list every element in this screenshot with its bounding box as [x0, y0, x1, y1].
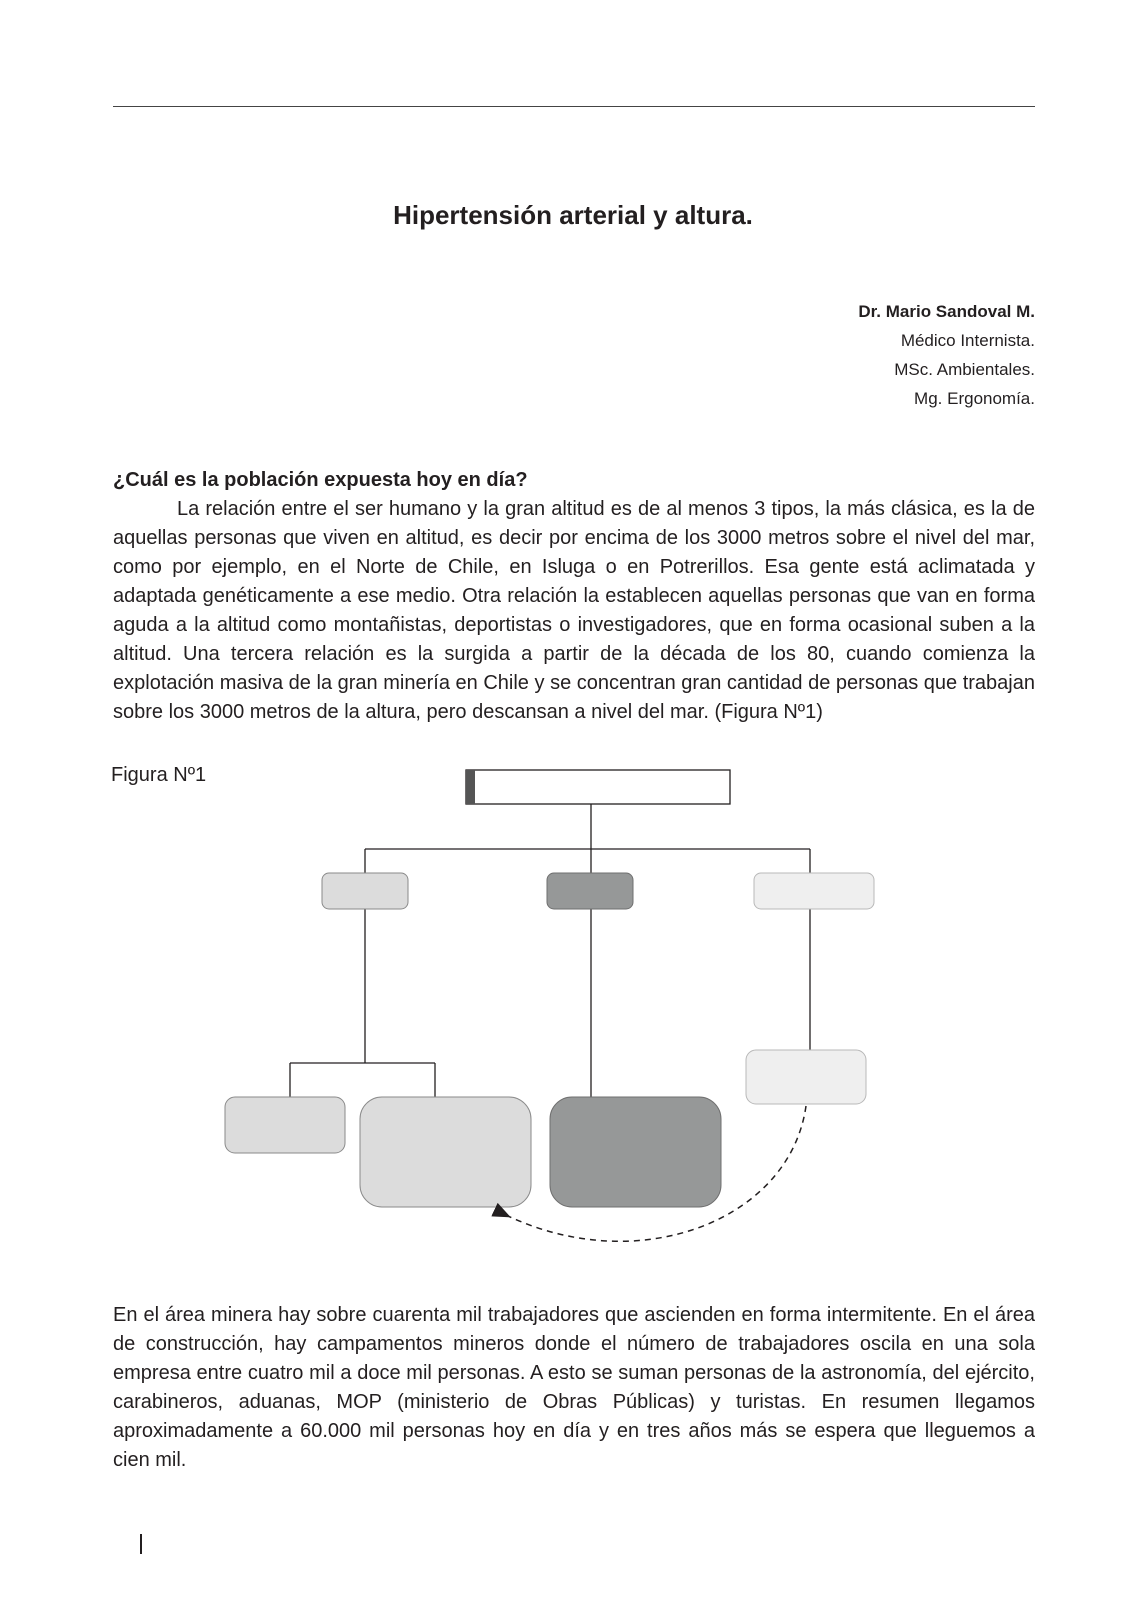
author-credential: Mg. Ergonomía. — [914, 389, 1035, 408]
author-credential: MSc. Ambientales. — [894, 360, 1035, 379]
page-title: Hipertensión arterial y altura. — [393, 200, 753, 230]
diagram-root-node — [466, 770, 730, 804]
section-heading: ¿Cuál es la población expuesta hoy en día? — [113, 469, 528, 491]
author-name: Dr. Mario Sandoval M. — [858, 302, 1035, 321]
node-left — [322, 873, 408, 909]
node-left-b — [360, 1097, 531, 1207]
figure-label: Figura Nº1 — [111, 764, 207, 786]
page-marker — [140, 1534, 142, 1554]
node-right — [754, 873, 874, 909]
section-paragraph-2: En el área minera hay sobre cuarenta mil trabajadores que ascienden en forma intermitente. En el área de construcción, hay campamentos mineros donde el número de trabajadores oscila en una sola empresa entre cuatro mil a doce mil personas. A esto se suman personas de la astronomía, del ejército, carabineros, aduanas, MOP (ministerio de Obras Públicas) y turistas. En resumen llegamos aproximadamente a 60.000 mil personas hoy en día y en tres años más se espera que lleguemos a cien mil. — [113, 1304, 1035, 1471]
node-right-b — [746, 1050, 866, 1104]
node-left-a — [225, 1097, 345, 1153]
node-middle-b — [550, 1097, 721, 1207]
section-paragraph: La relación entre el ser humano y la gran altitud es de al menos 3 tipos, la más clásica, es la de aquellas personas que viven en altitud, es decir por encima de los 3000 metros sobre el nivel del mar, como por ejemplo, en el Norte de Chile, en Isluga o en Potrerillos. Esa gente está aclimatada y adaptada genéticamente a ese medio. Otra relación la establecen aquellas personas que van en forma aguda a la altitud como montañistas, deportistas o investigadores, que en forma ocasional suben a la altitud. Una tercera relación es la surgida a partir de la década de los 80, cuando comienza la explotación masiva de la gran minería en Chile y se concentran gran cantidad de personas que trabajan sobre los 3000 metros de la altura, pero descansan a nivel del mar. (Figura Nº1) — [113, 498, 1035, 723]
root-node-accent — [466, 770, 475, 804]
author-credential: Médico Internista. — [900, 331, 1035, 350]
node-middle — [547, 873, 633, 909]
diagram-connectors — [290, 804, 810, 1097]
